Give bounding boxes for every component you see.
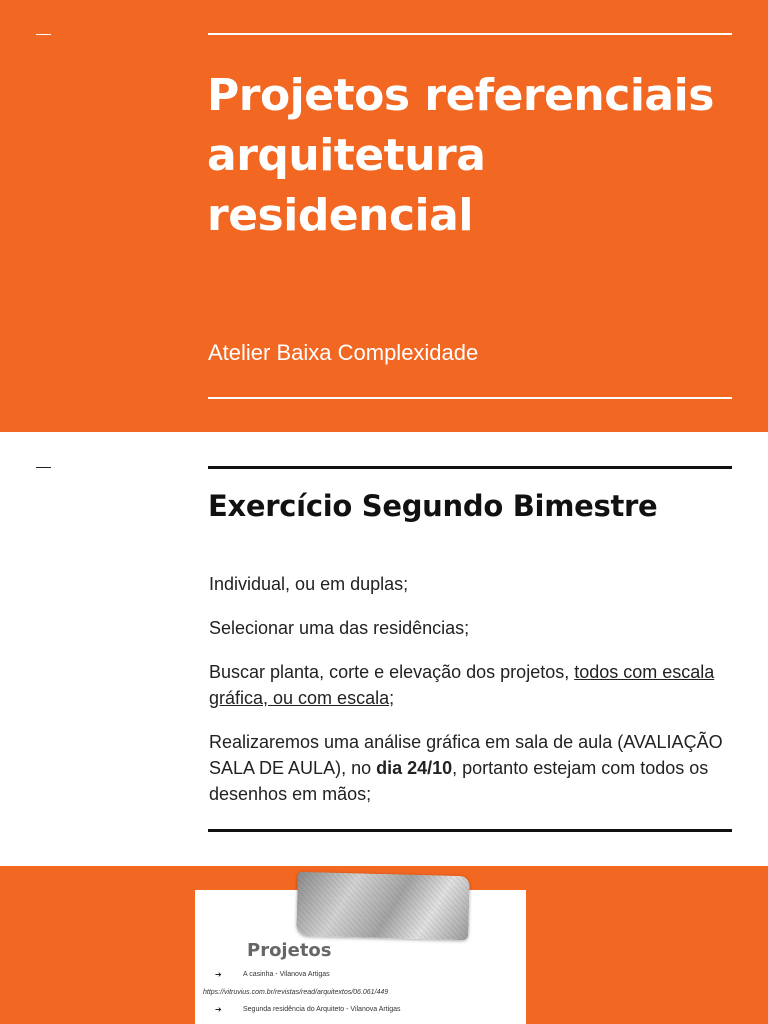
slide-marker: [36, 467, 51, 468]
due-date: dia 24/10: [376, 758, 453, 778]
projects-slide: [0, 866, 768, 1024]
paragraph-1: Individual, ou em duplas;: [209, 574, 409, 594]
bottom-rule: [208, 829, 732, 832]
top-rule: [208, 466, 732, 469]
exercise-title: Exercício Segundo Bimestre: [208, 489, 658, 523]
arrow-icon: ➔: [215, 1005, 222, 1014]
exercise-body: [209, 571, 731, 825]
title-line-2: arquitetura: [207, 130, 486, 181]
paragraph-3: Buscar planta, corte e elevação dos projetos, todos com escala gráfica, ou com escala;: [209, 662, 715, 708]
scale-requirement-link[interactable]: todos com escala gráfica, ou com escala: [209, 662, 715, 708]
bottom-rule: [208, 397, 732, 399]
title-line-1: Projetos referenciais: [207, 70, 714, 121]
tape-image: [296, 872, 470, 940]
title-slide: [0, 0, 768, 432]
slide-title: [207, 66, 747, 246]
project-url[interactable]: https://vitruvius.com.br/revistas/read/arquitextos/06.061/449: [203, 989, 389, 996]
paragraph-2: Selecionar uma das residências;: [209, 618, 470, 638]
slide-marker: [36, 34, 51, 35]
top-rule: [208, 33, 732, 35]
exercise-slide: [0, 433, 768, 865]
thumbnail-title: Projetos: [247, 940, 332, 961]
arrow-icon: ➔: [215, 970, 222, 979]
projects-thumbnail: [195, 890, 526, 1024]
project-item-2: Segunda residência do Arquiteto - Vilanova Artigas: [243, 1006, 401, 1013]
paragraph-4: Realizaremos uma análise gráfica em sala de aula (AVALIAÇÃO SALA DE AULA), no dia 24/10, portanto estejam com todos os desenhos em mãos;: [209, 732, 723, 804]
title-line-3: residencial: [207, 190, 473, 241]
project-item-1: A casinha - Vilanova Artigas: [243, 971, 330, 978]
slide-subtitle: Atelier Baixa Complexidade: [208, 340, 479, 365]
